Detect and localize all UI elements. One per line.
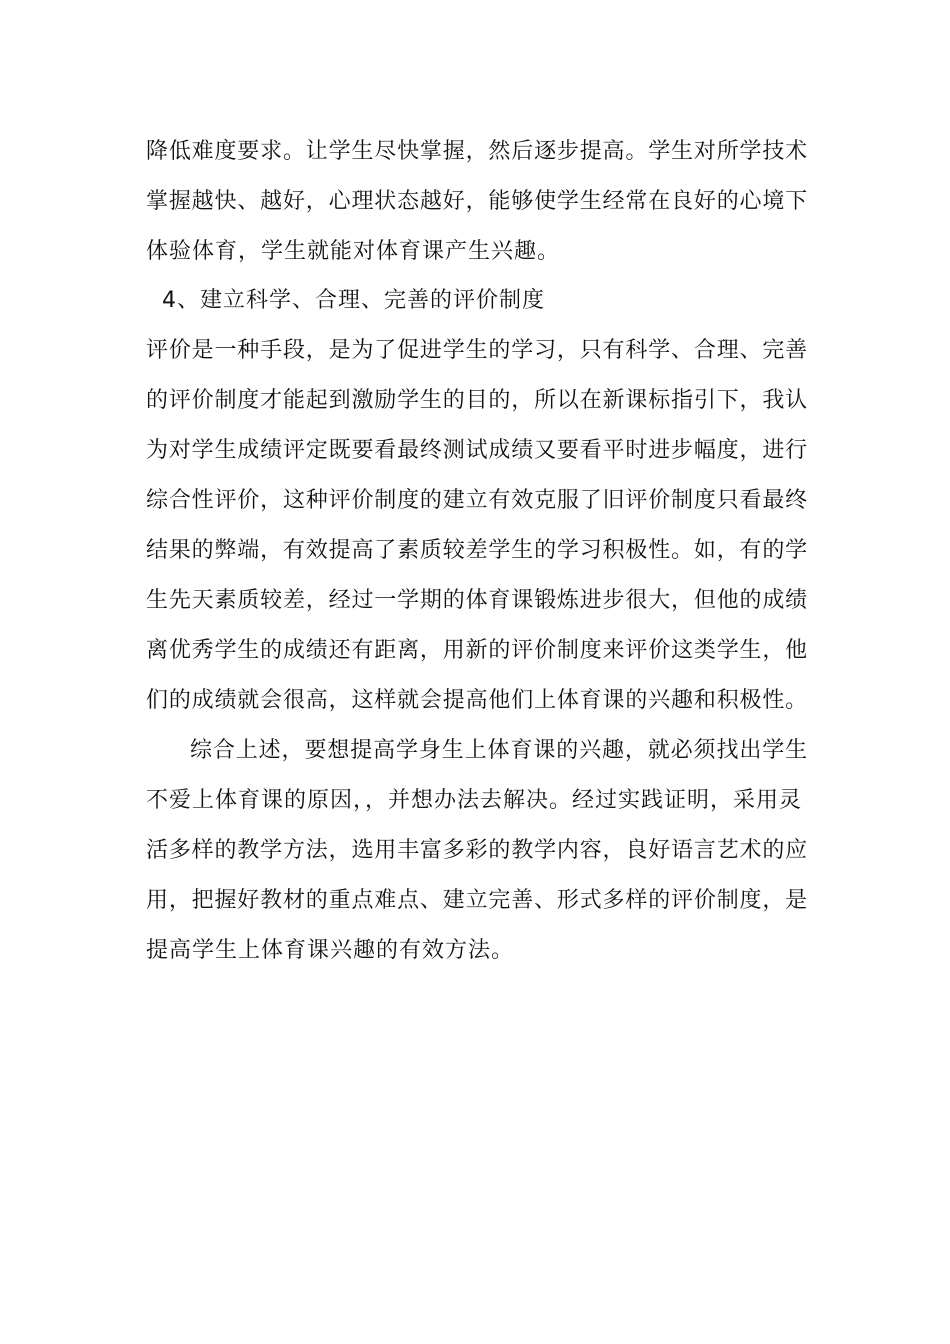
paragraph-2-line-8: 们的成绩就会很高，这样就会提高他们上体育课的兴趣和积极性。 bbox=[146, 688, 809, 713]
paragraph-2-line-2: 的评价制度才能起到激励学生的目的，所以在新课标指引下，我认 bbox=[146, 388, 809, 413]
paragraph-3-line-5: 提高学生上体育课兴趣的有效方法。 bbox=[146, 938, 515, 963]
paragraph-3-line-4: 用，把握好教材的重点难点、建立完善、形式多样的评价制度，是 bbox=[146, 888, 809, 913]
paragraph-3-line-2: 不爱上体育课的原因，，并想办法去解决。经过实践证明，采用灵 bbox=[146, 788, 803, 813]
paragraph-2-line-1: 评价是一种手段，是为了促进学生的学习，只有科学、合理、完善 bbox=[146, 338, 809, 363]
paragraph-2-line-7: 离优秀学生的成绩还有距离，用新的评价制度来评价这类学生，他 bbox=[146, 638, 809, 663]
paragraph-2-line-6: 生先天素质较差，经过一学期的体育课锻炼进步很大，但他的成绩 bbox=[146, 588, 809, 613]
paragraph-2-line-5: 结果的弊端，有效提高了素质较差学生的学习积极性。如，有的学 bbox=[146, 538, 809, 563]
paragraph-1-line-1: 降低难度要求。让学生尽快掌握，然后逐步提高。学生对所学技术 bbox=[146, 139, 809, 164]
paragraph-1-line-2: 掌握越快、越好，心理状态越好，能够使学生经常在良好的心境下 bbox=[146, 189, 809, 214]
paragraph-1-line-3: 体验体育，学生就能对体育课产生兴趣。 bbox=[146, 239, 561, 264]
paragraph-3-line-1: 综合上述，要想提高学身生上体育课的兴趣，就必须找出学生 bbox=[190, 738, 809, 763]
paragraph-2-line-3: 为对学生成绩评定既要看最终测试成绩又要看平时进步幅度，进行 bbox=[146, 438, 809, 463]
section-heading: 4、建立科学、合理、完善的评价制度 bbox=[162, 288, 545, 313]
paragraph-3-line-3: 活多样的教学方法，选用丰富多彩的教学内容，良好语言艺术的应 bbox=[146, 838, 809, 863]
paragraph-2-line-4: 综合性评价，这种评价制度的建立有效克服了旧评价制度只看最终 bbox=[146, 488, 809, 513]
